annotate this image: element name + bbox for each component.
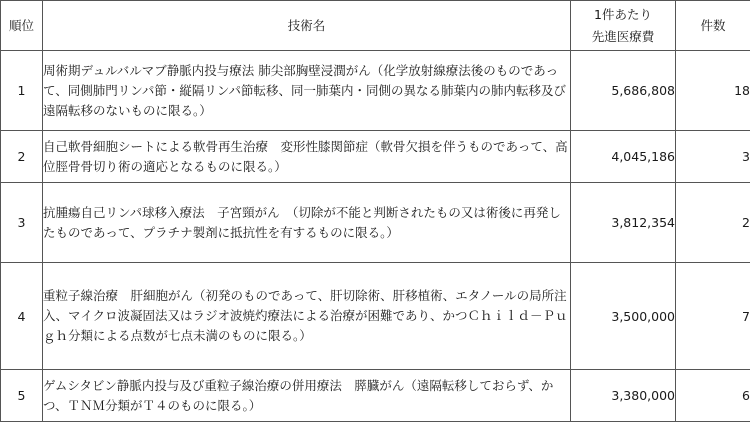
technology-name-cell (43, 131, 571, 183)
technology-name: ゲムシタビン静脈内投与及び重粒子線治療の併用療法 膵臓がん（遠隔転移しておらず、かつ、ＴＮＭ分類がＴ４のものに限る。） (43, 376, 570, 416)
rank-cell: 2 (1, 131, 43, 183)
header-cost-line2: 先進医療費 (571, 26, 675, 48)
cost-cell: 3,500,000 (571, 263, 676, 370)
technology-name: 抗腫瘍自己リンパ球移入療法 子宮頸がん （切除が不能と判断されたもの又は術後に再発したものであって、プラチナ製剤に抵抗性を有するものに限る。） (43, 203, 570, 243)
header-row (1, 1, 750, 51)
rank-cell: 3 (1, 183, 43, 263)
rank-cell: 1 (1, 51, 43, 131)
table-row (1, 263, 750, 370)
count-cell: 6 (676, 370, 750, 422)
table-row (1, 370, 750, 422)
table-row (1, 131, 750, 183)
rank-cell: 5 (1, 370, 43, 422)
header-name: 技術名 (43, 1, 571, 51)
technology-name: 周術期デュルバルマブ静脈内投与療法 肺尖部胸壁浸潤がん（化学放射線療法後のものであって、同側肺門リンパ節・縦隔リンパ節転移、同一肺葉内・同側の異なる肺葉内の肺内転移及び遠隔転移のないものに限る。） (43, 61, 570, 121)
cost-cell: 4,045,186 (571, 131, 676, 183)
technology-name-cell (43, 51, 571, 131)
table-row (1, 51, 750, 131)
count-cell: 18 (676, 51, 750, 131)
rank-cell: 4 (1, 263, 43, 370)
cost-cell: 3,380,000 (571, 370, 676, 422)
table-row (1, 183, 750, 263)
technology-name-cell (43, 183, 571, 263)
technology-name-cell (43, 263, 571, 370)
count-cell: 2 (676, 183, 750, 263)
header-cost-line1: 1件あたり (571, 4, 675, 26)
count-cell: 3 (676, 131, 750, 183)
technology-name-cell (43, 370, 571, 422)
header-cost (571, 1, 676, 51)
header-count: 件数 (676, 1, 750, 51)
cost-cell: 3,812,354 (571, 183, 676, 263)
count-cell: 7 (676, 263, 750, 370)
technology-name: 自己軟骨細胞シートによる軟骨再生治療 変形性膝関節症（軟骨欠損を伴うものであって、高位脛骨骨切り術の適応となるものに限る。） (43, 137, 570, 177)
header-rank: 順位 (1, 1, 43, 51)
cost-cell: 5,686,808 (571, 51, 676, 131)
technology-name: 重粒子線治療 肝細胞がん（初発のものであって、肝切除術、肝移植術、エタノールの局所注入、マイクロ波凝固法又はラジオ波焼灼療法による治療が困難であり、かつＣｈｉｌｄ－Ｐｕｇｈ分類による点数が七点未満のものに限る。） (43, 286, 570, 346)
